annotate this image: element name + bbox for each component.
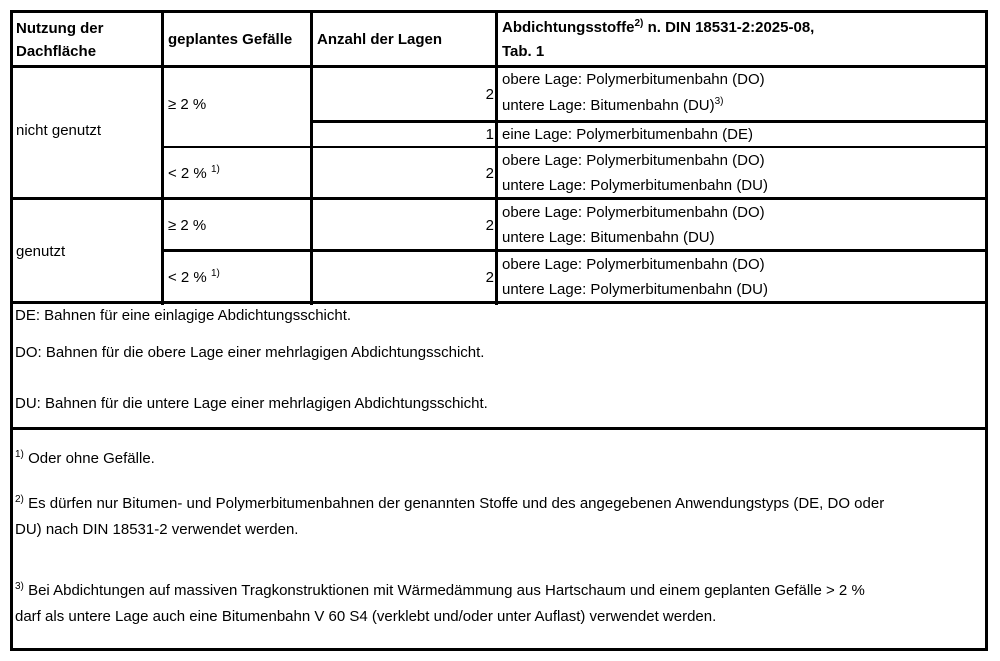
stoff-line: obere Lage: Polymerbitumenbahn (DO)	[502, 152, 765, 169]
gefaelle-value: < 2 %	[168, 269, 207, 286]
cell-lagen: 2	[485, 269, 494, 286]
row-divider	[161, 249, 988, 252]
cell-lagen: 2	[485, 217, 494, 234]
row-divider	[10, 65, 988, 68]
abbreviation-do: DO: Bahnen für die obere Lage einer mehrlagigen Abdichtungsschicht.	[15, 344, 485, 361]
cell-lagen: 2	[485, 165, 494, 182]
row-divider	[10, 427, 988, 430]
gefaelle-value: ≥ 2 %	[168, 96, 207, 113]
footnote-2	[13, 491, 983, 543]
footnote-text: Oder ohne Gefälle.	[28, 450, 155, 467]
stoff-line: obere Lage: Polymerbitumenbahn (DO)	[502, 204, 765, 221]
stoff-line: untere Lage: Polymerbitumenbahn (DU)	[502, 281, 768, 298]
footnote-1	[13, 446, 983, 472]
stoff-line: obere Lage: Polymerbitumenbahn (DO)	[502, 71, 765, 88]
row-divider	[161, 146, 988, 148]
footnote-ref-1: 1)	[210, 268, 220, 279]
header-stoffe-text: Abdichtungsstoffe	[502, 19, 635, 36]
footnote-text: Es dürfen nur Bitumen- und Polymerbitumenbahnen der genannten Stoffe und des angegebenen Anwendungstyps (DE, DO oder	[28, 495, 885, 512]
column-divider	[310, 10, 313, 305]
cell-gefaelle	[165, 253, 311, 302]
column-divider	[161, 10, 164, 305]
cell-lagen: 1	[485, 126, 494, 143]
footnote-text: DU) nach DIN 18531-2 verwendet werden.	[15, 521, 299, 538]
footnote-text: darf als untere Lage auch eine Bitumenbahn V 60 S4 (verklebt und/oder unter Auflast) verwendet werden.	[15, 608, 717, 625]
footnote-mark: 2)	[15, 494, 24, 505]
stoff-line	[502, 93, 985, 119]
stoff-line: eine Lage: Polymerbitumenbahn (DE)	[502, 126, 753, 143]
header-lagen: Anzahl der Lagen	[317, 31, 443, 48]
cell-gefaelle	[165, 201, 311, 250]
header-stoffe-norm: n. DIN 18531-2:2025-08,	[643, 19, 815, 36]
footnote-mark: 1)	[15, 449, 24, 460]
stoff-text: untere Lage: Bitumenbahn (DU)	[502, 97, 715, 114]
footnote-mark: 3)	[15, 581, 24, 592]
stoff-line: obere Lage: Polymerbitumenbahn (DO)	[502, 256, 765, 273]
header-nutzung-line1: Nutzung der	[16, 20, 104, 37]
stoff-line: untere Lage: Polymerbitumenbahn (DU)	[502, 177, 768, 194]
row-divider	[310, 120, 988, 123]
header-abdichtungsstoffe-line2: Tab. 1	[502, 43, 545, 60]
header-abdichtungsstoffe-line1	[502, 16, 985, 40]
row-divider	[10, 197, 988, 200]
stoff-line: untere Lage: Bitumenbahn (DU)	[502, 229, 715, 246]
footnote-ref-1: 1)	[210, 164, 220, 175]
header-nutzung-line2: Dachfläche	[16, 43, 97, 60]
footnote-ref-3: 3)	[714, 96, 724, 107]
cell-lagen: 2	[485, 86, 494, 103]
footnote-text: Bei Abdichtungen auf massiven Tragkonstruktionen mit Wärmedämmung aus Hartschaum und einem geplanten Gefälle > 2 %	[28, 582, 865, 599]
abbreviation-du: DU: Bahnen für die untere Lage einer mehrlagigen Abdichtungsschicht.	[15, 395, 488, 412]
gefaelle-value: ≥ 2 %	[168, 217, 207, 234]
abbreviation-de: DE: Bahnen für eine einlagige Abdichtungsschicht.	[15, 307, 352, 324]
column-divider	[495, 10, 498, 305]
gefaelle-value: < 2 %	[168, 165, 207, 182]
header-abdichtungsstoffe	[499, 13, 985, 66]
header-nutzung	[13, 13, 162, 66]
cell-stoffe	[499, 252, 985, 302]
footnote-ref-2: 2)	[634, 18, 644, 29]
footnote-3	[13, 578, 983, 630]
header-gefaelle: geplantes Gefälle	[168, 31, 293, 48]
cell-stoffe	[499, 148, 985, 198]
cell-stoffe	[499, 67, 985, 121]
cell-stoffe	[499, 200, 985, 250]
cell-nutzung-genutzt: genutzt	[16, 243, 66, 260]
cell-gefaelle	[165, 69, 311, 146]
cell-stoffe	[499, 124, 985, 146]
cell-nutzung-nicht-genutzt: nicht genutzt	[16, 122, 102, 139]
cell-gefaelle	[165, 149, 311, 198]
